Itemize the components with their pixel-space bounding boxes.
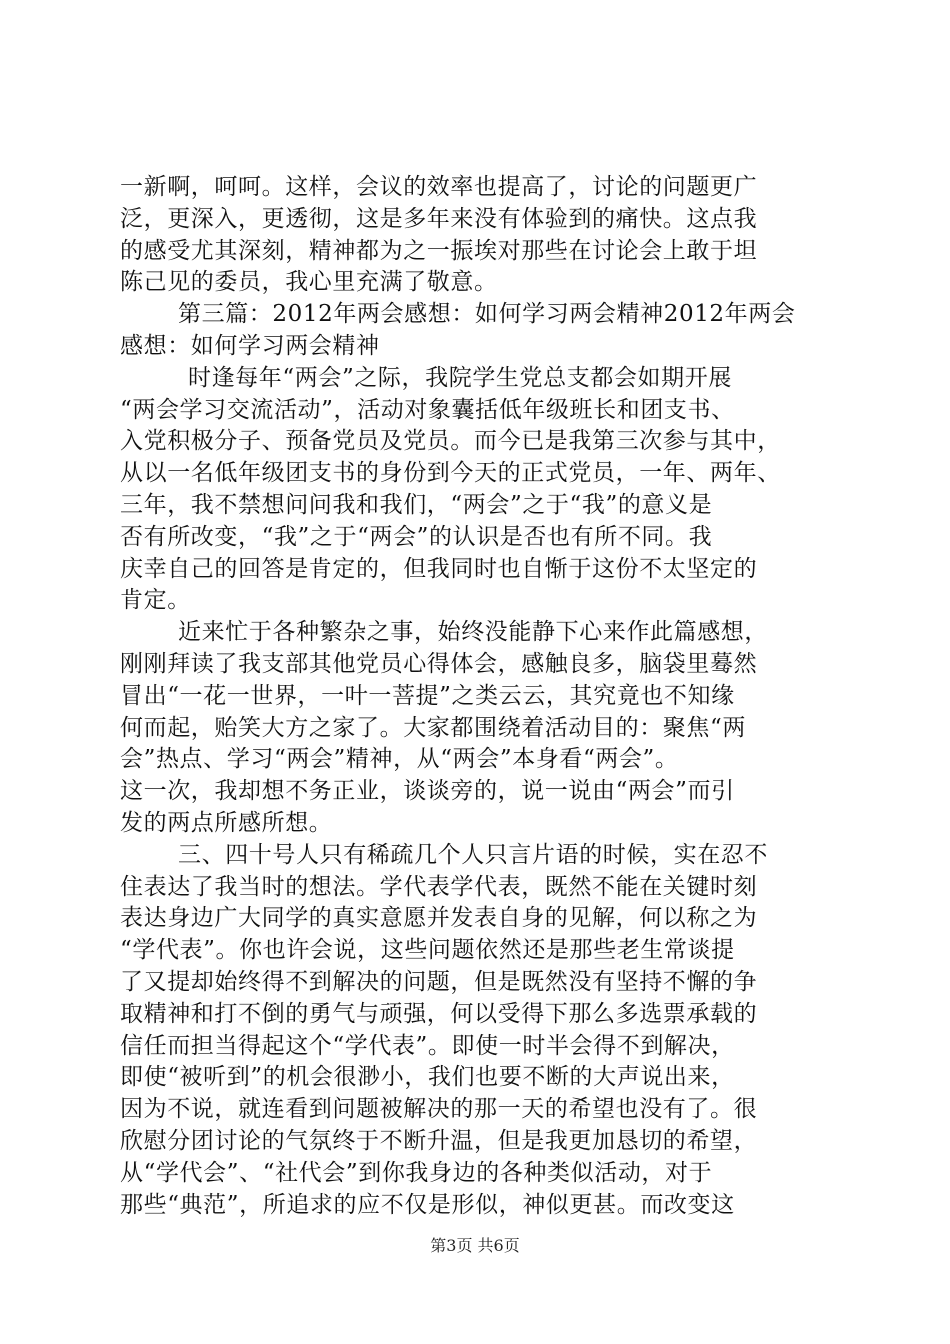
body-text (120, 172, 832, 1221)
text-line: 泛，更深入，更透彻，这是多年来没有体验到的痛快。这点我 (120, 205, 758, 232)
text-line: 从以一名低年级团支书的身份到今天的正式党员，一年、两年、 (120, 460, 781, 487)
text-line: 三年，我不禁想问问我和我们，“两会”之于“我”的意义是 (120, 491, 713, 518)
text-line: 近来忙于各种繁杂之事，始终没能静下心来作此篇感想， (178, 619, 768, 646)
text-line: 信任而担当得起这个“学代表”。即使一时半会得不到解决， (120, 1032, 735, 1059)
text-line: 肯定。 (120, 587, 191, 614)
section-heading-line: 第三篇：2012年两会感想：如何学习两会精神2012年两会 (178, 301, 796, 328)
text-line: 入党积极分子、预备党员及党员。而今已是我第三次参与其中， (120, 428, 781, 455)
page-number: 第3页 共6页 (430, 1236, 520, 1255)
text-line: 了又提却始终得不到解决的问题，但是既然没有坚持不懈的争 (120, 968, 758, 995)
text-line: 因为不说，就连看到问题被解决的那一天的希望也没有了。很 (120, 1096, 758, 1123)
text-line: 否有所改变，“我”之于“两会”的认识是否也有所不同。我 (120, 523, 713, 550)
text-line: 会”热点、学习“两会”精神，从“两会”本身看“两会”。 (120, 746, 679, 773)
text-line: 即使“被听到”的机会很渺小，我们也要不断的大声说出来， (120, 1064, 735, 1091)
text-line: 取精神和打不倒的勇气与顽强，何以受得下那么多选票承载的 (120, 1000, 758, 1027)
text-line: 一新啊，呵呵。这样，会议的效率也提高了，讨论的问题更广 (120, 174, 758, 200)
text-line: “两会学习交流活动”，活动对象囊括低年级班长和团支书、 (120, 396, 735, 423)
text-line: 表达身边广大同学的真实意愿并发表自身的见解，何以称之为 (120, 905, 758, 932)
text-line: 住表达了我当时的想法。学代表学代表，既然不能在关键时刻 (120, 873, 758, 900)
text-line: 庆幸自己的回答是肯定的，但我同时也自惭于这份不太坚定的 (120, 555, 758, 582)
section-heading-line: 感想：如何学习两会精神 (120, 332, 380, 359)
text-line: 冒出“一花一世界，一叶一菩提”之类云云，其究竟也不知缘 (120, 682, 735, 709)
text-line: 何而起，贻笑大方之家了。大家都围绕着活动目的：聚焦“两 (120, 714, 746, 741)
text-line: 刚刚拜读了我支部其他党员心得体会，感触良多，脑袋里蓦然 (120, 650, 758, 677)
text-line: 发的两点所感所想。 (120, 809, 333, 836)
text-line: “学代表”。你也许会说，这些问题依然还是那些老生常谈提 (120, 937, 735, 964)
text-line: 这一次，我却想不务正业，谈谈旁的，说一说由“两会”而引 (120, 778, 735, 805)
text-line: 时逢每年“两会”之际，我院学生党总支都会如期开展 (188, 364, 732, 391)
text-line: 欣慰分团讨论的气氛终于不断升温，但是我更加恳切的希望， (120, 1127, 758, 1154)
text-line: 从“学代会”、“社代会”到你我身边的各种类似活动，对于 (120, 1159, 713, 1186)
text-line: 那些“典范”，所追求的应不仅是形似，神似更甚。而改变这 (120, 1191, 735, 1218)
text-line: 陈己见的委员，我心里充满了敬意。 (120, 269, 498, 296)
text-line: 三、四十号人只有稀疏几个人只言片语的时候，实在忍不 (178, 841, 768, 868)
text-line: 的感受尤其深刻，精神都为之一振埃对那些在讨论会上敢于坦 (120, 237, 758, 264)
